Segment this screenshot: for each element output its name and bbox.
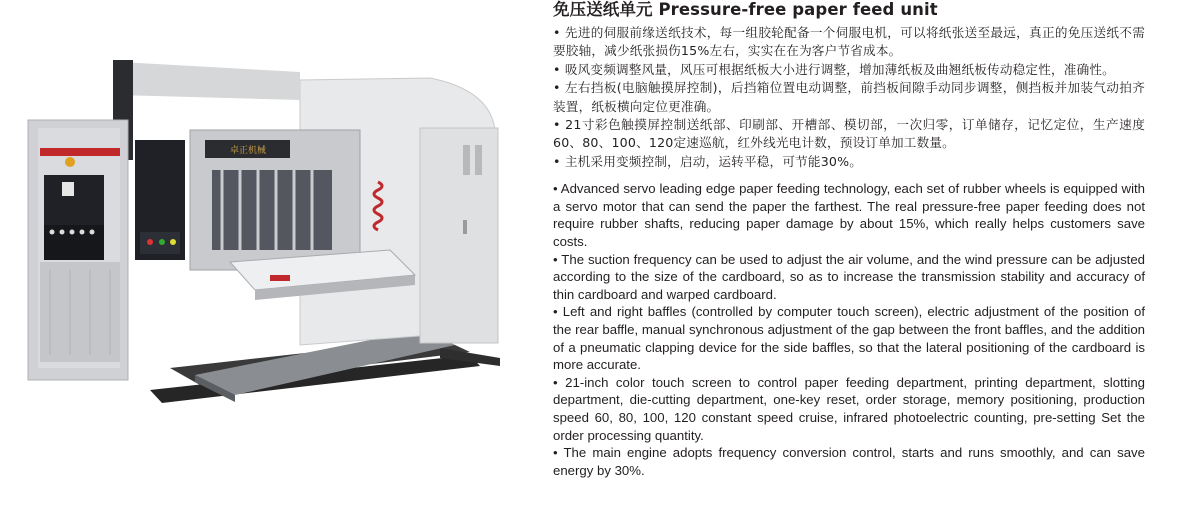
list-item: • Left and right baffles (controlled by computer touch screen), electric adjustment of the position of the rear baffle, manual synchronous adjustment of the gap between the front baffles, and the addition of a pneumatic clapping device for the side baffles, so that the lateral positioning of the cardboard is more accurate. [553, 304, 1145, 373]
chinese-feature-list [553, 24, 1145, 171]
page-title: 免压送纸单元 Pressure-free paper feed unit [553, 0, 938, 19]
list-item: • 吸风变频调整风量，风压可根据纸板大小进行调整，增加薄纸板及曲翘纸板传动稳定性，准确性。 [553, 61, 1115, 77]
list-item: • The main engine adopts frequency conversion control, starts and runs smoothly, and can save energy by 30%. [553, 445, 1145, 478]
english-feature-list [553, 180, 1145, 479]
list-item: • 左右挡板(电脑触摸屏控制)，后挡箱位置电动调整，前挡板间隙手动同步调整，侧挡板并加装气动拍齐装置，纸板横向定位更准确。 [553, 80, 1145, 114]
list-item: • The suction frequency can be used to adjust the air volume, and the wind pressure can be adjusted according to the size of the cardboard, so as to increase the transmission stability and accuracy of thin cardboard and warped cardboard. [553, 251, 1145, 302]
brand-plate: 卓正机械 [229, 146, 267, 156]
list-item: • 主机采用变频控制，启动，运转平稳，可节能30%。 [553, 153, 863, 169]
list-item: • 21寸彩色触摸屏控制送纸部、印刷部、开槽部、模切部，一次归零，订单储存，记忆定位，生产速度60、80、100、120定速巡航，红外线光电计数，预设订单加工数量。 [553, 117, 1145, 151]
list-item: • 21-inch color touch screen to control paper feeding department, printing department, slotting department, die-cutting department, one-key reset, order storage, memory positioning, production speed 60, 80, 100, 120 constant speed cruise, infrared photoelectric counting, pre-setting Set the order processing quantity. [553, 374, 1145, 443]
machine-photo [0, 0, 540, 510]
description-column [553, 0, 1145, 479]
list-item: • 先进的伺服前缘送纸技术，每一组胶轮配备一个伺服电机，可以将纸张送至最远，真正的免压送纸不需要胶轴，减少纸张损伤15%左右，实实在在为客户节省成本。 [553, 25, 1145, 59]
list-item: • Advanced servo leading edge paper feeding technology, each set of rubber wheels is equipped with a servo motor that can send the paper the farthest. The real pressure-free paper feeding does not require rubber shafts, reducing paper damage by about 15%, which really helps customers save costs. [553, 181, 1145, 250]
